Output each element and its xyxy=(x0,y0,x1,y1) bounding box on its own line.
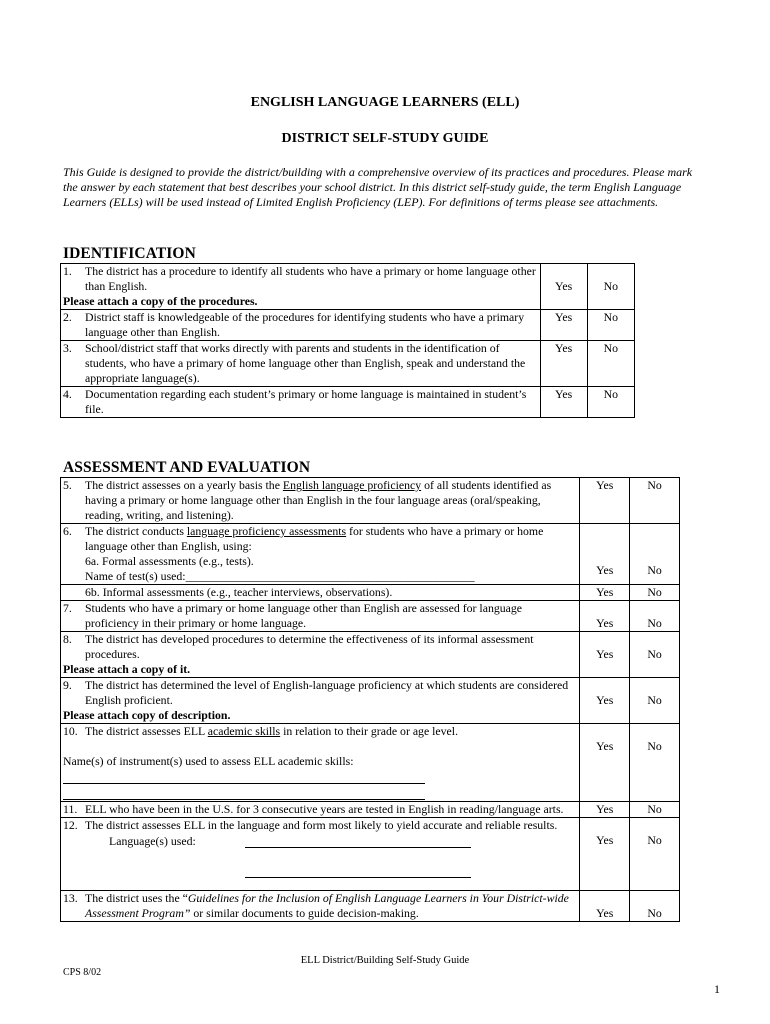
table-row xyxy=(61,632,680,678)
item-text-part: The district conducts xyxy=(85,524,187,538)
no-option[interactable]: No xyxy=(630,818,680,891)
item-text: Students who have a primary or home language other than English are assessed for language proficiency in their primary or home language. xyxy=(85,601,523,630)
language-line[interactable] xyxy=(245,863,471,878)
intro-paragraph: This Guide is designed to provide the district/building with a comprehensive overview of its practices and procedures. Please mark the answer by each statement that best describes your school district. In this district self-study guide, the term English Language Learners (ELLs) will be used instead of Limited English Proficiency (LEP). For definitions of terms please see attachments. xyxy=(63,165,693,209)
item-number: 10. xyxy=(63,724,78,738)
item-text xyxy=(85,478,577,523)
no-option[interactable]: No xyxy=(630,524,680,585)
no-option[interactable]: No xyxy=(630,802,680,818)
table-row xyxy=(61,310,635,341)
underlined-term: academic skills xyxy=(207,724,281,738)
item-text xyxy=(85,891,577,921)
item-6b-text: 6b. Informal assessments (e.g., teacher interviews, observations). xyxy=(85,585,393,599)
attach-note: Please attach copy of description. xyxy=(63,708,231,722)
table-row xyxy=(61,264,635,310)
item-text: The district has a procedure to identify all students who have a primary or home language other than English. xyxy=(85,264,536,293)
yes-option[interactable]: Yes xyxy=(580,478,630,524)
item-text-part: The district assesses on a yearly basis the xyxy=(85,478,283,492)
yes-option[interactable]: Yes xyxy=(580,802,630,818)
item-text-part: The district assesses ELL xyxy=(85,724,208,738)
no-option[interactable]: No xyxy=(630,891,680,922)
item-text xyxy=(85,724,577,739)
assessment-table xyxy=(60,477,680,922)
yes-option[interactable]: Yes xyxy=(540,387,587,418)
item-number: 13. xyxy=(63,891,78,905)
no-option[interactable]: No xyxy=(587,310,634,341)
attach-note: Please attach a copy of the procedures. xyxy=(63,294,258,308)
no-option[interactable]: No xyxy=(630,601,680,632)
yes-option[interactable]: Yes xyxy=(540,264,587,310)
yes-option[interactable]: Yes xyxy=(580,524,630,585)
document-subtitle: DISTRICT SELF-STUDY GUIDE xyxy=(281,131,489,146)
yes-option[interactable]: Yes xyxy=(580,724,630,802)
section-heading-assessment: ASSESSMENT AND EVALUATION xyxy=(63,459,311,476)
item-text-part: or similar documents to guide decision-making. xyxy=(190,906,419,920)
yes-option[interactable]: Yes xyxy=(540,310,587,341)
item-text: The district has determined the level of English-language proficiency at which students are considered English proficient. xyxy=(85,678,569,707)
table-row xyxy=(61,891,680,922)
table-row xyxy=(61,524,680,585)
instrument-label: Name(s) of instrument(s) used to assess ELL academic skills: xyxy=(63,754,354,768)
instrument-line[interactable] xyxy=(63,785,425,800)
page-number: 1 xyxy=(714,982,720,996)
item-number: 12. xyxy=(63,818,78,832)
table-row xyxy=(61,724,680,802)
item-text-part: The district uses the “ xyxy=(85,891,188,905)
yes-option[interactable]: Yes xyxy=(580,632,630,678)
item-number: 9. xyxy=(63,678,72,692)
item-text-part: of all students identified as having a primary or home language other than English in the four language areas (oral/speaking, reading, writing, and listening). xyxy=(85,478,552,522)
table-row xyxy=(61,341,635,387)
yes-option[interactable]: Yes xyxy=(580,601,630,632)
no-option[interactable]: No xyxy=(587,387,634,418)
item-text-part: for students who have a primary or home language other than English, using: xyxy=(85,524,544,553)
item-number: 11. xyxy=(63,802,78,816)
yes-option[interactable]: Yes xyxy=(540,341,587,387)
document-title: ENGLISH LANGUAGE LEARNERS (ELL) xyxy=(250,95,520,110)
instrument-line[interactable] xyxy=(63,769,425,784)
table-row xyxy=(61,678,680,724)
no-option[interactable]: No xyxy=(630,585,680,601)
no-option[interactable]: No xyxy=(630,478,680,524)
language-label: Language(s) used: xyxy=(109,834,196,848)
item-number: 8. xyxy=(63,632,72,646)
attach-note: Please attach a copy of it. xyxy=(63,662,191,676)
item-text: The district assesses ELL in the language and form most likely to yield accurate and reliable results. xyxy=(85,818,558,832)
yes-option[interactable]: Yes xyxy=(580,891,630,922)
item-number: 1. xyxy=(63,264,72,278)
table-row xyxy=(61,818,680,891)
no-option[interactable]: No xyxy=(587,264,634,310)
underlined-term: language proficiency assessments xyxy=(186,524,347,538)
yes-option[interactable]: Yes xyxy=(580,678,630,724)
item-text xyxy=(85,524,577,584)
table-row xyxy=(61,585,680,601)
item-number: 5. xyxy=(63,478,72,492)
section-heading-identification: IDENTIFICATION xyxy=(63,245,196,262)
table-row xyxy=(61,601,680,632)
item-number: 3. xyxy=(63,341,72,355)
item-text: The district has developed procedures to determine the effectiveness of its informal assessment procedures. xyxy=(85,632,534,661)
language-line[interactable] xyxy=(245,833,471,848)
item-6a-text: 6a. Formal assessments (e.g., tests). xyxy=(85,554,254,568)
item-number: 6. xyxy=(63,524,72,538)
table-row xyxy=(61,802,680,818)
footer-code: CPS 8/02 xyxy=(63,967,102,978)
no-option[interactable]: No xyxy=(630,632,680,678)
no-option[interactable]: No xyxy=(630,678,680,724)
item-text-part: in relation to their grade or age level. xyxy=(280,724,459,738)
no-option[interactable]: No xyxy=(587,341,634,387)
yes-option[interactable]: Yes xyxy=(580,585,630,601)
table-row xyxy=(61,478,680,524)
item-text: ELL who have been in the U.S. for 3 consecutive years are tested in English in reading/language arts. xyxy=(85,802,564,816)
yes-option[interactable]: Yes xyxy=(580,818,630,891)
item-text: Documentation regarding each student’s primary or home language is maintained in student’s file. xyxy=(85,387,527,416)
test-name-field[interactable]: Name of test(s) used:_________________________________________________ xyxy=(85,569,475,583)
item-number: 7. xyxy=(63,601,72,615)
identification-table xyxy=(60,263,635,418)
footer-title: ELL District/Building Self-Study Guide xyxy=(300,955,470,966)
guidelines-title: Guidelines for the Inclusion of English Language Learners in Your District-wide Assessment Program” xyxy=(85,891,569,920)
table-row xyxy=(61,387,635,418)
item-text: District staff is knowledgeable of the procedures for identifying students who have a primary language other than English. xyxy=(85,310,525,339)
underlined-term: English language proficiency xyxy=(282,478,422,492)
item-number: 2. xyxy=(63,310,72,324)
item-text: School/district staff that works directly with parents and students in the identification of students, who have a primary of home language other than English, speak and understand the appropriate language(s). xyxy=(85,341,526,385)
no-option[interactable]: No xyxy=(630,724,680,802)
item-number: 4. xyxy=(63,387,72,401)
